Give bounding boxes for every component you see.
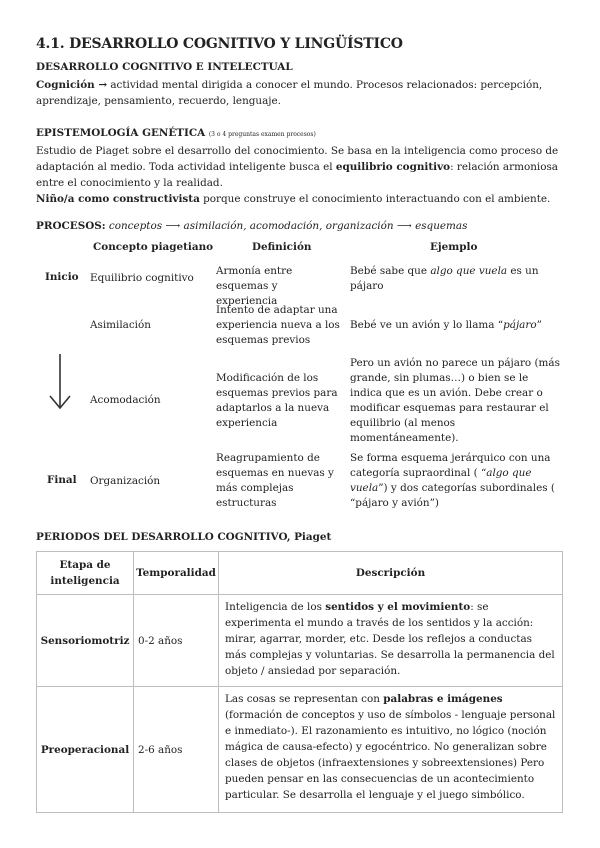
down-arrow-icon — [48, 352, 72, 412]
example-asimilacion: Bebé ve un avión y lo llama “pájaro” — [350, 319, 542, 331]
procesos-line — [36, 218, 571, 234]
constructivista-text: porque construye el conocimiento interactuando con el ambiente. — [199, 193, 551, 205]
concept-equilibrio: Equilibrio cognitivo — [90, 272, 194, 284]
def-equilibrio: Armonía entre esquemas y experiencia — [216, 265, 293, 307]
stage-start-label: Inicio — [45, 271, 79, 283]
description-cell: Las cosas se representan con palabras e imágenes (formación de conceptos y uso de símbolos - lenguaje personal e inmediato-). El razonamiento es intuitivo, no lógico (noción mágica de causa-efecto) y egocéntrico. No generalizan sobre clases de objetos (infraextensiones y sobreextensiones) Pero pueden pensar en las consecuencias de un acontecimiento particular. Se desarrolla el lenguaje y el juego simbólico. — [219, 687, 563, 813]
constructivista-term: Niño/a como constructivista — [36, 193, 200, 205]
periodos-table — [36, 551, 563, 813]
def-organizacion: Reagrupamiento de esquemas en nuevas y más complejas estructuras — [216, 452, 334, 509]
cognicion-paragraph — [36, 77, 566, 109]
def-acomodacion: Modificación de los esquemas previos para adaptarlos a la nueva experiencia — [216, 372, 338, 429]
example-equilibrio: Bebé sabe que algo que vuela es un pájaro — [350, 265, 539, 292]
procesos-chain: conceptos ⟶ asimilación, acomodación, organización ⟶ esquemas — [108, 220, 468, 232]
col-header-definicion: Definición — [252, 241, 312, 253]
table-row — [37, 595, 563, 687]
concept-organizacion: Organización — [90, 475, 161, 487]
table-row — [37, 687, 563, 813]
description-cell: Inteligencia de los sentidos y el movimiento: se experimenta el mundo a través de los sentidos y la acción: mirar, agarrar, morder, etc. Desde los reflejos a conductas más complejas y voluntarias. Se desarrolla la permanencia del objeto / ansiedad por separación. — [219, 595, 563, 687]
def-asimilacion: Intento de adaptar una experiencia nueva a los esquemas previos — [216, 304, 340, 346]
example-acomodacion: Pero un avión no parece un pájaro (más grande, sin plumas…) o bien se le indica que es un avión. Debe crear o modificar esquemas para restaurar el equilibrio (al menos momentáneamente). — [350, 357, 560, 444]
col-header-concepto: Concepto piagetiano — [93, 241, 214, 253]
col-header-etapa: Etapa de inteligencia — [37, 552, 134, 595]
concept-asimilacion: Asimilación — [90, 319, 151, 331]
procesos-label: PROCESOS: — [36, 220, 106, 232]
periodos-heading: PERIODOS DEL DESARROLLO COGNITIVO, Piaget — [36, 531, 332, 543]
time-cell: 2-6 años — [134, 687, 219, 813]
section-heading-cognitivo: DESARROLLO COGNITIVO E INTELECTUAL — [36, 61, 293, 73]
table-header-row — [37, 552, 563, 595]
stage-cell: Sensoriomotriz — [37, 595, 134, 687]
piaget-paragraph — [36, 143, 571, 191]
section-heading-epistemologia — [36, 127, 316, 139]
concept-acomodacion: Acomodación — [90, 394, 161, 406]
equilibrio-term: equilibrio cognitivo — [335, 161, 451, 173]
example-organizacion: Se forma esquema jerárquico con una categoría supraordinal ( “algo que vuela”) y dos categorías subordinales ( “pájaro y avión”) — [350, 452, 555, 509]
time-cell: 0-2 años — [134, 595, 219, 687]
cognicion-text: actividad mental dirigida a conocer el mundo. Procesos relacionados: percepción, aprendizaje, pensamiento, recuerdo, lenguaje. — [36, 79, 543, 107]
constructivista-paragraph — [36, 191, 571, 207]
epistemologia-title: EPISTEMOLOGÍA GENÉTICA — [36, 127, 206, 139]
piaget-text-end: : relación armoniosa entre el conocimiento y la realidad. — [36, 161, 558, 189]
col-header-descripcion: Descripción — [219, 552, 563, 595]
exam-note: (3 o 4 preguntas examen procesos) — [208, 131, 316, 138]
col-header-temporalidad: Temporalidad — [134, 552, 219, 595]
stage-cell: Preoperacional — [37, 687, 134, 813]
cognicion-term: Cognición → — [36, 79, 108, 91]
col-header-ejemplo: Ejemplo — [430, 241, 478, 253]
page-title: 4.1. DESARROLLO COGNITIVO Y LINGÜÍSTICO — [36, 36, 403, 52]
stage-end-label: Final — [47, 474, 77, 486]
piaget-text: Estudio de Piaget sobre el desarrollo del conocimiento. Se basa en la inteligencia como proceso de adaptación al medio. Toda actividad inteligente busca el — [36, 145, 559, 173]
